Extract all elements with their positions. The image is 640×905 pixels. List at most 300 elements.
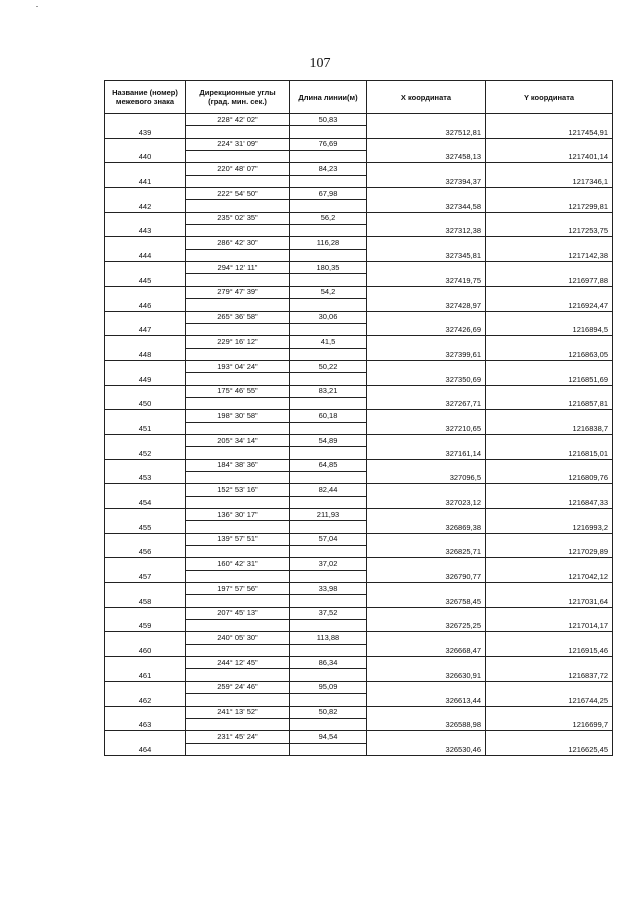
segment-y-cell xyxy=(486,434,613,446)
segment-row xyxy=(105,114,613,126)
segment-length: 83,21 xyxy=(290,385,367,397)
segment-angle: 220° 48' 07" xyxy=(186,163,290,175)
segment-name-cell xyxy=(105,212,186,224)
point-angle-cell xyxy=(186,323,290,335)
point-x: 327096,5 xyxy=(367,471,486,483)
segment-y-cell xyxy=(486,410,613,422)
point-length-cell xyxy=(290,348,367,360)
point-x: 327350,69 xyxy=(367,373,486,385)
segment-x-cell xyxy=(367,336,486,348)
point-length-cell xyxy=(290,323,367,335)
segment-row xyxy=(105,657,613,669)
point-x: 327023,12 xyxy=(367,496,486,508)
point-length-cell xyxy=(290,151,367,163)
segment-x-cell xyxy=(367,484,486,496)
segment-name-cell xyxy=(105,286,186,298)
boundary-coordinates-table xyxy=(104,80,613,756)
point-x: 326825,71 xyxy=(367,546,486,558)
segment-name-cell xyxy=(105,262,186,274)
segment-x-cell xyxy=(367,607,486,619)
point-length-cell xyxy=(290,521,367,533)
segment-angle: 235° 02' 35" xyxy=(186,212,290,224)
segment-name-cell xyxy=(105,360,186,372)
point-row xyxy=(105,249,613,261)
point-y: 1216857,81 xyxy=(486,397,613,409)
point-length-cell xyxy=(290,200,367,212)
point-y: 1216699,7 xyxy=(486,718,613,730)
point-x: 327399,61 xyxy=(367,348,486,360)
point-length-cell xyxy=(290,422,367,434)
segment-length: 64,85 xyxy=(290,459,367,471)
point-y: 1217299,81 xyxy=(486,200,613,212)
segment-name-cell xyxy=(105,163,186,175)
segment-row xyxy=(105,311,613,323)
point-angle-cell xyxy=(186,249,290,261)
segment-y-cell xyxy=(486,509,613,521)
point-angle-cell xyxy=(186,299,290,311)
point-length-cell xyxy=(290,694,367,706)
point-length-cell xyxy=(290,225,367,237)
point-row xyxy=(105,373,613,385)
segment-y-cell xyxy=(486,114,613,126)
point-length-cell xyxy=(290,669,367,681)
segment-row xyxy=(105,286,613,298)
point-angle-cell xyxy=(186,570,290,582)
point-y: 1216809,76 xyxy=(486,471,613,483)
segment-angle: 197° 57' 56" xyxy=(186,583,290,595)
segment-length: 37,52 xyxy=(290,607,367,619)
point-x: 327419,75 xyxy=(367,274,486,286)
point-x: 327161,14 xyxy=(367,447,486,459)
point-length-cell xyxy=(290,249,367,261)
segment-row xyxy=(105,434,613,446)
segment-length: 54,89 xyxy=(290,434,367,446)
segment-x-cell xyxy=(367,262,486,274)
segment-x-cell xyxy=(367,657,486,669)
point-x: 327345,81 xyxy=(367,249,486,261)
segment-name-cell xyxy=(105,138,186,150)
segment-y-cell xyxy=(486,632,613,644)
point-row xyxy=(105,496,613,508)
segment-angle: 207° 45' 13" xyxy=(186,607,290,619)
segment-x-cell xyxy=(367,583,486,595)
segment-angle: 222° 54' 50" xyxy=(186,188,290,200)
point-row xyxy=(105,521,613,533)
point-angle-cell xyxy=(186,373,290,385)
point-row xyxy=(105,694,613,706)
point-name: 461 xyxy=(105,669,186,681)
segment-row xyxy=(105,360,613,372)
point-name: 442 xyxy=(105,200,186,212)
segment-angle: 294° 12' 11" xyxy=(186,262,290,274)
segment-y-cell xyxy=(486,360,613,372)
segment-row xyxy=(105,163,613,175)
header-y: Y координата xyxy=(486,81,613,114)
segment-row xyxy=(105,533,613,545)
point-angle-cell xyxy=(186,669,290,681)
point-x: 326613,44 xyxy=(367,694,486,706)
point-name: 459 xyxy=(105,620,186,632)
segment-length: 30,06 xyxy=(290,311,367,323)
point-x: 327312,38 xyxy=(367,225,486,237)
segment-name-cell xyxy=(105,459,186,471)
segment-length: 41,5 xyxy=(290,336,367,348)
point-row xyxy=(105,126,613,138)
point-row xyxy=(105,471,613,483)
point-angle-cell xyxy=(186,743,290,755)
segment-y-cell xyxy=(486,163,613,175)
point-angle-cell xyxy=(186,225,290,237)
segment-name-cell xyxy=(105,484,186,496)
segment-row xyxy=(105,385,613,397)
point-name: 452 xyxy=(105,447,186,459)
segment-x-cell xyxy=(367,114,486,126)
header-length: Длина линии(м) xyxy=(290,81,367,114)
point-y: 1216838,7 xyxy=(486,422,613,434)
point-length-cell xyxy=(290,546,367,558)
point-angle-cell xyxy=(186,471,290,483)
segment-y-cell xyxy=(486,706,613,718)
point-row xyxy=(105,718,613,730)
segment-y-cell xyxy=(486,681,613,693)
segment-y-cell xyxy=(486,533,613,545)
segment-row xyxy=(105,509,613,521)
point-row xyxy=(105,447,613,459)
segment-angle: 240° 05' 30" xyxy=(186,632,290,644)
point-angle-cell xyxy=(186,595,290,607)
point-row xyxy=(105,422,613,434)
point-row xyxy=(105,200,613,212)
segment-name-cell xyxy=(105,434,186,446)
segment-length: 211,93 xyxy=(290,509,367,521)
segment-x-cell xyxy=(367,509,486,521)
point-x: 326725,25 xyxy=(367,620,486,632)
point-x: 327512,81 xyxy=(367,126,486,138)
page-number: 107 xyxy=(309,56,331,71)
point-length-cell xyxy=(290,496,367,508)
point-name: 457 xyxy=(105,570,186,582)
point-x: 326530,46 xyxy=(367,743,486,755)
point-name: 446 xyxy=(105,299,186,311)
segment-row xyxy=(105,731,613,743)
table-body xyxy=(105,114,613,756)
point-name: 455 xyxy=(105,521,186,533)
segment-row xyxy=(105,706,613,718)
point-angle-cell xyxy=(186,620,290,632)
point-name: 451 xyxy=(105,422,186,434)
segment-angle: 184° 38' 36" xyxy=(186,459,290,471)
segment-angle: 139° 57' 51" xyxy=(186,533,290,545)
point-name: 456 xyxy=(105,546,186,558)
point-name: 464 xyxy=(105,743,186,755)
segment-length: 116,28 xyxy=(290,237,367,249)
segment-x-cell xyxy=(367,286,486,298)
point-x: 327394,37 xyxy=(367,175,486,187)
segment-y-cell xyxy=(486,138,613,150)
segment-y-cell xyxy=(486,657,613,669)
segment-angle: 224° 31' 09" xyxy=(186,138,290,150)
segment-row xyxy=(105,484,613,496)
segment-x-cell xyxy=(367,681,486,693)
point-y: 1216847,33 xyxy=(486,496,613,508)
point-name: 454 xyxy=(105,496,186,508)
point-name: 462 xyxy=(105,694,186,706)
segment-row xyxy=(105,459,613,471)
segment-row xyxy=(105,212,613,224)
point-x: 326588,98 xyxy=(367,718,486,730)
point-row xyxy=(105,595,613,607)
header-angle: Дирекционные углы (град. мин. сек.) xyxy=(186,81,290,114)
point-angle-cell xyxy=(186,496,290,508)
point-name: 439 xyxy=(105,126,186,138)
segment-length: 82,44 xyxy=(290,484,367,496)
point-length-cell xyxy=(290,126,367,138)
segment-name-cell xyxy=(105,311,186,323)
point-y: 1217029,89 xyxy=(486,546,613,558)
point-length-cell xyxy=(290,397,367,409)
scan-speck xyxy=(36,6,38,7)
segment-x-cell xyxy=(367,731,486,743)
point-length-cell xyxy=(290,299,367,311)
segment-length: 86,34 xyxy=(290,657,367,669)
point-x: 326630,91 xyxy=(367,669,486,681)
point-length-cell xyxy=(290,447,367,459)
point-y: 1217142,38 xyxy=(486,249,613,261)
segment-length: 50,22 xyxy=(290,360,367,372)
point-length-cell xyxy=(290,644,367,656)
point-y: 1216915,46 xyxy=(486,644,613,656)
point-y: 1216851,69 xyxy=(486,373,613,385)
segment-x-cell xyxy=(367,558,486,570)
segment-x-cell xyxy=(367,311,486,323)
point-x: 327210,65 xyxy=(367,422,486,434)
segment-length: 54,2 xyxy=(290,286,367,298)
point-row xyxy=(105,151,613,163)
point-y: 1217031,64 xyxy=(486,595,613,607)
point-y: 1217014,17 xyxy=(486,620,613,632)
point-length-cell xyxy=(290,274,367,286)
point-x: 327344,58 xyxy=(367,200,486,212)
point-y: 1216977,88 xyxy=(486,274,613,286)
point-name: 440 xyxy=(105,151,186,163)
point-length-cell xyxy=(290,570,367,582)
segment-length: 57,04 xyxy=(290,533,367,545)
segment-angle: 241° 13' 52" xyxy=(186,706,290,718)
segment-y-cell xyxy=(486,311,613,323)
segment-x-cell xyxy=(367,163,486,175)
point-length-cell xyxy=(290,471,367,483)
segment-row xyxy=(105,681,613,693)
segment-angle: 231° 45' 24" xyxy=(186,731,290,743)
point-angle-cell xyxy=(186,200,290,212)
point-x: 327267,71 xyxy=(367,397,486,409)
segment-length: 94,54 xyxy=(290,731,367,743)
segment-name-cell xyxy=(105,583,186,595)
segment-y-cell xyxy=(486,558,613,570)
segment-name-cell xyxy=(105,114,186,126)
point-row xyxy=(105,299,613,311)
segment-x-cell xyxy=(367,237,486,249)
point-angle-cell xyxy=(186,521,290,533)
segment-angle: 229° 16' 12" xyxy=(186,336,290,348)
segment-angle: 265° 36' 58" xyxy=(186,311,290,323)
point-angle-cell xyxy=(186,175,290,187)
segment-row xyxy=(105,632,613,644)
point-row xyxy=(105,546,613,558)
segment-angle: 175° 46' 55" xyxy=(186,385,290,397)
point-row xyxy=(105,397,613,409)
point-angle-cell xyxy=(186,546,290,558)
segment-length: 56,2 xyxy=(290,212,367,224)
segment-name-cell xyxy=(105,533,186,545)
segment-y-cell xyxy=(486,286,613,298)
point-row xyxy=(105,323,613,335)
segment-row xyxy=(105,237,613,249)
point-y: 1217253,75 xyxy=(486,225,613,237)
segment-length: 95,09 xyxy=(290,681,367,693)
point-row xyxy=(105,570,613,582)
point-y: 1216894,5 xyxy=(486,323,613,335)
segment-length: 50,82 xyxy=(290,706,367,718)
segment-name-cell xyxy=(105,410,186,422)
segment-length: 50,83 xyxy=(290,114,367,126)
point-name: 449 xyxy=(105,373,186,385)
point-y: 1217401,14 xyxy=(486,151,613,163)
segment-x-cell xyxy=(367,138,486,150)
segment-x-cell xyxy=(367,533,486,545)
segment-row xyxy=(105,262,613,274)
point-x: 327428,97 xyxy=(367,299,486,311)
segment-name-cell xyxy=(105,558,186,570)
point-name: 453 xyxy=(105,471,186,483)
point-name: 450 xyxy=(105,397,186,409)
segment-length: 67,98 xyxy=(290,188,367,200)
point-angle-cell xyxy=(186,397,290,409)
segment-length: 180,35 xyxy=(290,262,367,274)
point-name: 444 xyxy=(105,249,186,261)
header-x: X координата xyxy=(367,81,486,114)
point-x: 326758,45 xyxy=(367,595,486,607)
segment-name-cell xyxy=(105,731,186,743)
point-row xyxy=(105,225,613,237)
point-angle-cell xyxy=(186,447,290,459)
point-y: 1216837,72 xyxy=(486,669,613,681)
point-row xyxy=(105,669,613,681)
point-angle-cell xyxy=(186,422,290,434)
segment-angle: 244° 12' 45" xyxy=(186,657,290,669)
segment-row xyxy=(105,188,613,200)
point-row xyxy=(105,175,613,187)
segment-x-cell xyxy=(367,459,486,471)
point-angle-cell xyxy=(186,126,290,138)
point-name: 458 xyxy=(105,595,186,607)
segment-angle: 259° 24' 46" xyxy=(186,681,290,693)
header-name: Название (номер) межевого знака xyxy=(105,81,186,114)
point-x: 326869,38 xyxy=(367,521,486,533)
segment-y-cell xyxy=(486,262,613,274)
point-row xyxy=(105,274,613,286)
segment-name-cell xyxy=(105,681,186,693)
segment-length: 37,02 xyxy=(290,558,367,570)
segment-length: 76,69 xyxy=(290,138,367,150)
segment-angle: 160° 42' 31" xyxy=(186,558,290,570)
segment-x-cell xyxy=(367,360,486,372)
point-angle-cell xyxy=(186,718,290,730)
point-y: 1217346,1 xyxy=(486,175,613,187)
point-y: 1216993,2 xyxy=(486,521,613,533)
segment-y-cell xyxy=(486,484,613,496)
segment-row xyxy=(105,607,613,619)
segment-name-cell xyxy=(105,657,186,669)
segment-angle: 286° 42' 30" xyxy=(186,237,290,249)
point-angle-cell xyxy=(186,694,290,706)
segment-name-cell xyxy=(105,607,186,619)
segment-angle: 152° 53' 16" xyxy=(186,484,290,496)
point-name: 443 xyxy=(105,225,186,237)
segment-y-cell xyxy=(486,385,613,397)
segment-x-cell xyxy=(367,706,486,718)
point-length-cell xyxy=(290,175,367,187)
segment-name-cell xyxy=(105,632,186,644)
segment-y-cell xyxy=(486,188,613,200)
point-y: 1216924,47 xyxy=(486,299,613,311)
segment-x-cell xyxy=(367,632,486,644)
segment-x-cell xyxy=(367,385,486,397)
segment-angle: 198° 30' 58" xyxy=(186,410,290,422)
segment-name-cell xyxy=(105,385,186,397)
point-length-cell xyxy=(290,718,367,730)
point-angle-cell xyxy=(186,151,290,163)
point-length-cell xyxy=(290,620,367,632)
segment-row xyxy=(105,410,613,422)
point-row xyxy=(105,644,613,656)
segment-x-cell xyxy=(367,212,486,224)
segment-y-cell xyxy=(486,731,613,743)
segment-length: 84,23 xyxy=(290,163,367,175)
point-x: 327426,69 xyxy=(367,323,486,335)
segment-y-cell xyxy=(486,212,613,224)
segment-name-cell xyxy=(105,509,186,521)
point-y: 1216863,05 xyxy=(486,348,613,360)
point-name: 441 xyxy=(105,175,186,187)
point-name: 460 xyxy=(105,644,186,656)
segment-row xyxy=(105,583,613,595)
point-name: 445 xyxy=(105,274,186,286)
point-name: 447 xyxy=(105,323,186,335)
point-angle-cell xyxy=(186,348,290,360)
point-row xyxy=(105,620,613,632)
segment-y-cell xyxy=(486,607,613,619)
segment-x-cell xyxy=(367,434,486,446)
segment-angle: 136° 30' 17" xyxy=(186,509,290,521)
segment-row xyxy=(105,138,613,150)
point-name: 448 xyxy=(105,348,186,360)
segment-length: 33,98 xyxy=(290,583,367,595)
segment-name-cell xyxy=(105,706,186,718)
segment-name-cell xyxy=(105,336,186,348)
point-x: 326790,77 xyxy=(367,570,486,582)
segment-angle: 193° 04' 24" xyxy=(186,360,290,372)
segment-x-cell xyxy=(367,410,486,422)
segment-length: 113,88 xyxy=(290,632,367,644)
point-row xyxy=(105,348,613,360)
segment-row xyxy=(105,336,613,348)
segment-length: 60,18 xyxy=(290,410,367,422)
point-y: 1216744,25 xyxy=(486,694,613,706)
point-angle-cell xyxy=(186,274,290,286)
point-y: 1216625,45 xyxy=(486,743,613,755)
segment-row xyxy=(105,558,613,570)
